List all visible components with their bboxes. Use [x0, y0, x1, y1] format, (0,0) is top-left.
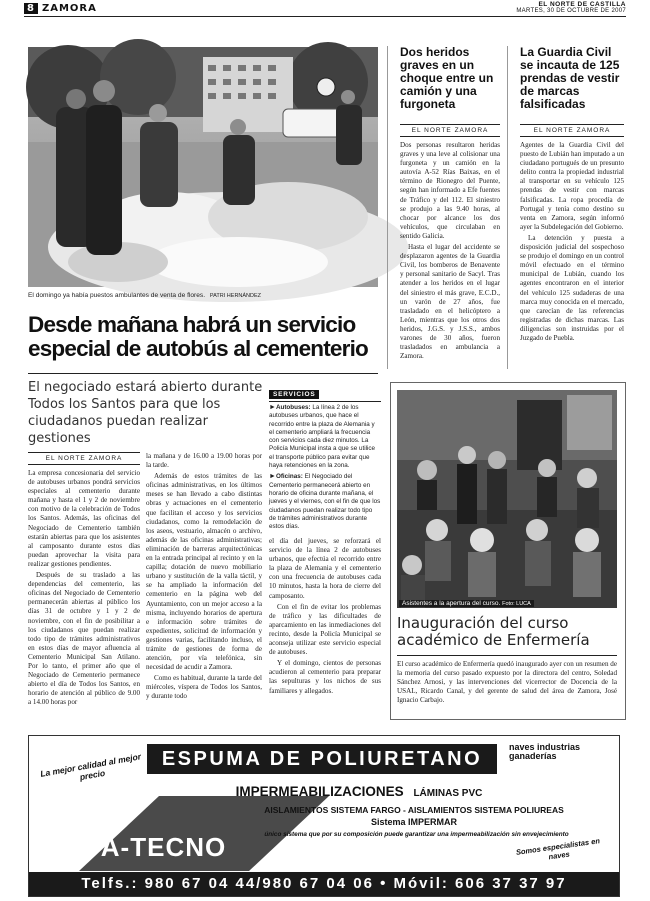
- guardia-para: La detención y puesta a disposición judicial del sospechoso se produjo el domingo en un control móvil efectuado en el término municipal de Lubián, cuando los agentes encontraron en el interior del vehículo 125 sudaderas de una marca muy conocida en el mercado, que carecían de las referencias registradas de dichas marcas. Las diligencias son instruidas por el Juzgado de Puebla.: [520, 233, 624, 342]
- newspaper-name: EL NORTE DE CASTILLA: [538, 1, 626, 8]
- column-divider: [507, 46, 508, 369]
- advert-brand: A-TECNO: [100, 832, 227, 862]
- main-col3-para: Con el fin de evitar los problemas de tráfico y las dificultades de aparcamiento en las inmediaciones del recinto, desde la Policía Municipal se aconseja utilizar este servicio especial de autobuses.: [269, 602, 381, 657]
- main-col2-para: Como es habitual, durante la tarde del miércoles, víspera de Todos los Santos, y durante todo: [146, 674, 262, 701]
- headline-rule: [28, 373, 378, 374]
- accident-body: [400, 141, 500, 369]
- nursing-para: El curso académico de Enfermería quedó inaugurado ayer con un resumen de la memoria del curso pasado expuesto por la directora del centro, Soledad Sánchez Arnosi, y las intervenciones del vicerrector de Docencia de la USAL, Ricardo Canal, y del gerente de salud del área de Zamora, José Ignacio Carbajo.: [397, 660, 617, 705]
- guardia-body: [520, 141, 624, 369]
- main-headline: Desde mañana habrá un servicio especial de autobús al cementerio: [28, 312, 368, 362]
- accident-para: Dos personas resultaron heridas graves y una leve al colisionar una furgoneta y un camión en la autovía A-52 Rías Baixas, en el término de Rionegro del Puente, según han informado a Efe fuentes de Tráfico y del 112. El siniestro se produjo a las 9.40 horas, al chocar por alcance los dos vehículos, que circulaban en sentido Galicia.: [400, 141, 500, 240]
- main-col3-para: Y el domingo, cientos de personas acudieron al cementerio para preparar las sepulturas y los nichos de sus familiares y allegados.: [269, 659, 381, 695]
- main-body-col2: [146, 452, 262, 701]
- page-header-left: [24, 3, 97, 14]
- advert-tagline-left: La mejor calidad al mejor precio: [39, 751, 142, 783]
- main-col2-para: la mañana y de 16.00 a 19.00 horas por la tarde.: [146, 452, 262, 470]
- advert-line5: único sistema que por su composición puede garantizar una impermeabilización sin envejecimiento: [264, 831, 569, 838]
- advert-title-side: naves industrias ganaderías: [509, 742, 581, 761]
- main-col1-para: Después de su traslado a las dependencias del cementerio, las oficinas del Negociado de Cementerio permanecerán abiertas al público los días 31 de octubre y 1 y 2 de noviembre, con el fin de posibilitar a los ciudadanos que puedan realizar todo tipo de trámites administrativos en estos días de mayor afluencia al Cementerio Municipal San Atilano. Por lo tanto, el primer año que el Negociado de Cementerio permanece abierto el día de Todos los Santos, en horario de atención al público de 9.00 a 14.00 horas por: [28, 571, 140, 707]
- accident-byline: EL NORTE ZAMORA: [400, 124, 500, 137]
- services-item-label: Autobuses:: [275, 404, 311, 411]
- main-photo-caption-text: El domingo ya había puestos ambulantes de venta de flores.: [28, 292, 206, 299]
- services-box: [269, 381, 381, 531]
- services-item-text: El Negociado del Cementerio permanecerá abierto en horario de oficina durante mañana, el jueves y el viernes, con el fin de que los ciudadanos puedan realizar todo tipo de trámites administrativos durante estos días.: [269, 473, 381, 531]
- services-item-label: Oficinas:: [275, 473, 303, 481]
- advert-line2: [209, 784, 509, 799]
- nursing-audience-photo: [397, 390, 617, 608]
- guardia-para: Agentes de la Guardia Civil del puesto de Lubián han imputado a un ciudadano portugués de un presunto delito contra la propiedad industrial al transportar en su vehículo 125 prendas de vestir con marcas falsificadas. La ropa procedía de Portugal y tenía como destino su venta en Zamora, según informó ayer la Subdelegación del Gobierno.: [520, 141, 624, 231]
- accident-headline: Dos heridos graves en un choque entre un camión y una furgoneta: [400, 45, 494, 111]
- accident-para: Hasta el lugar del accidente se desplazaron agentes de la Guardia Civil, los bomberos de Benavente y personal sanitario de Sacyl. Tras atender a los heridos en el lugar del siniestro el más grave, E.C.D., un varón de 27 años, fue trasladado en el helicóptero a León, mientras que los otros dos heridos, J.G.S. y J.S.S., ambos varones de 30 años, fueron trasladados en ambulancia a Zamora.: [400, 243, 500, 361]
- advert-line2-main: IMPERMEABILIZACIONES: [235, 784, 404, 799]
- main-col3-para: el día del jueves, se reforzará el servicio de la línea 2 de autobuses urbanos, que efectúa el recorrido entre la plaza de Alemania y el cementerio con una frecuencia de autobuses cada 10 minutos, hasta la hora de cierre del camposanto.: [269, 537, 381, 600]
- section-name: ZAMORA: [41, 3, 97, 14]
- advert-tagline-right: Somos especialistas en naves: [515, 836, 601, 862]
- main-byline: EL NORTE ZAMORA: [28, 452, 140, 465]
- page-header-right: [516, 1, 626, 14]
- header-rule: [24, 16, 626, 17]
- nursing-photo-credit: Foto: LUCA: [502, 601, 531, 607]
- nursing-rule: [397, 655, 617, 656]
- main-photo-caption: [28, 292, 378, 299]
- page-number: 8: [24, 3, 38, 14]
- main-body-col3: [269, 537, 381, 695]
- guardia-headline: La Guardia Civil se incauta de 125 prendas de vestir de marcas falsificadas: [520, 45, 620, 111]
- main-body-col1: [28, 469, 140, 707]
- column-divider: [387, 46, 388, 369]
- nursing-body: [397, 660, 617, 716]
- advert-line4: Sistema IMPERMAR: [370, 817, 458, 827]
- main-photo-credit: PATRI HERNÁNDEZ: [209, 293, 262, 299]
- advert-title: ESPUMA DE POLIURETANO: [161, 748, 483, 770]
- services-box-title: SERVICIOS: [269, 390, 319, 399]
- guardia-byline: EL NORTE ZAMORA: [520, 124, 624, 137]
- nursing-photo-caption: [399, 600, 534, 607]
- advert-phones: Telfs.: 980 67 04 44/980 67 04 06 • Móvil: 606 37 37 97: [81, 875, 567, 892]
- services-item: ►Autobuses: La línea 2 de los autobuses urbanos, que hace el recorrido entre la plaza de Alemania y el cementerio ampliará la frecuencia con servicios cada diez minutos. La Policía Municipal insta a que se utilice el transporte público para evitar que haya retenciones en la zona.: [269, 404, 376, 470]
- cemetery-flowers-photo: [28, 47, 378, 287]
- main-col2-para: Además de estos trámites de las oficinas administrativas, en los últimos meses se han llevado a cabo distintas obras y actuaciones en el cementerio que facilitan el acceso y los servicios ciudadanos, como la remodelación de los aseos, vestuario, almacén o archivo, además de las oficinas administrativas; eliminación de barreras arquitectónicas en la entrada principal al recinto y en la capilla; dotación de nuevo mobiliario urbano y sustitución de la valla táctil, y se ha ampliado la información del cementerio en la página web del Ayuntamiento, con un mejor acceso a la misma, incluyendo horarios de apertura e información sobre trámites de expedientes, solicitud de información y gestiones varias, facilitando incluso, el trámite de gestiones de forma de atención, por vía telefónica, sin necesidad de acudir a Zamora.: [146, 472, 262, 672]
- advert-box: [28, 735, 620, 897]
- issue-date: MARTES, 30 DE OCTUBRE DE 2007: [516, 8, 626, 14]
- main-subhead: El negociado estará abierto durante Todos los Santos para que los ciudadanos puedan realizar gestiones: [28, 380, 263, 446]
- services-item: ►Oficinas: El Negociado del Cementerio permanecerá abierto en horario de oficina durante mañana, el jueves y el viernes, con el fin de que los ciudadanos puedan realizar todo tipo de trámites administrativos durante estos días.: [269, 473, 381, 531]
- advert-line3: AISLAMIENTOS SISTEMA FARGO - AISLAMIENTOS SISTEMA POLIUREAS: [264, 805, 564, 815]
- main-col1-para: La empresa concesionaria del servicio de autobuses urbanos pondrá servicios especiales al cementerio durante mañana y hasta el 1 y 2 de noviembre con motivo de la celebración de Todos los Santos. Además, las oficinas del Negociado de Cementerio también estarán abiertas para que los asistentes al camposanto durante estos días puedan aprovechar la visita para realizar gestiones pendientes.: [28, 469, 140, 568]
- services-item-text: La línea 2 de los autobuses urbanos, que hace el recorrido entre la plaza de Alemania y el cementerio ampliará la frecuencia con servicios cada diez minutos. La Policía Municipal insta a que se utilice el transporte público para evitar que haya retenciones en la zona.: [269, 404, 376, 470]
- advert-line2-side: LÁMINAS PVC: [413, 788, 483, 799]
- nursing-photo-caption-text: Asistentes a la apertura del curso.: [402, 600, 501, 607]
- nursing-headline: Inauguración del curso académico de Enfermería: [397, 614, 590, 649]
